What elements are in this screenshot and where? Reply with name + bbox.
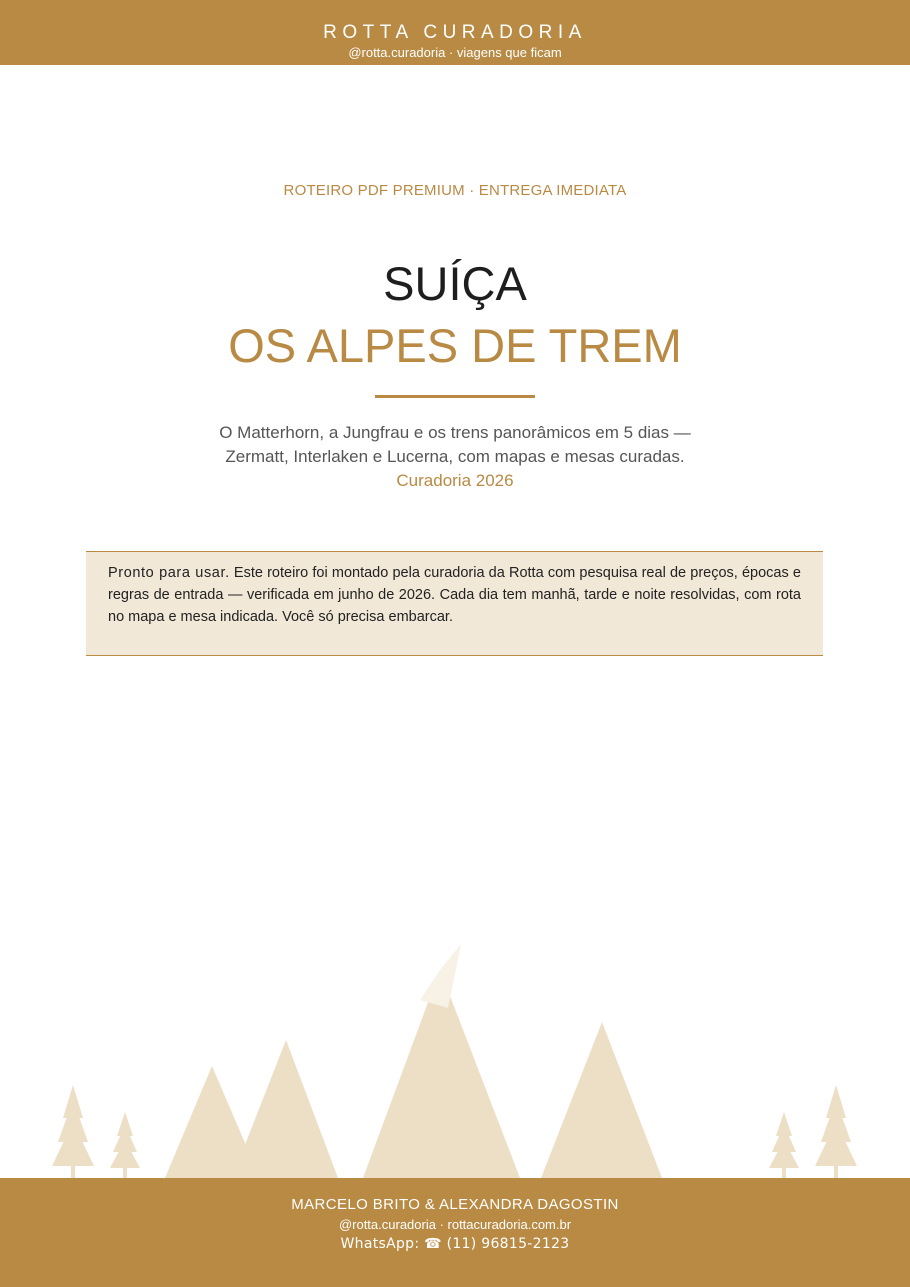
snow-cap-icon	[420, 944, 461, 1008]
footer-banner	[0, 1178, 910, 1287]
curation-year: Curadoria 2026	[396, 471, 514, 490]
pine-tree-icon	[815, 1085, 857, 1178]
whatsapp-contact: WhatsApp: ☎ (11) 96815-2123	[340, 1236, 570, 1252]
top-banner	[0, 0, 910, 65]
title-divider	[375, 395, 535, 398]
intro-text	[0, 421, 910, 493]
cover-subtitle: OS ALPES DE TREM	[228, 319, 682, 372]
brand-tagline: @rotta.curadoria · viagens que ficam	[348, 45, 562, 60]
pine-tree-icon	[769, 1112, 799, 1178]
cover-title: SUÍÇA	[383, 257, 527, 310]
pine-tree-icon	[110, 1112, 140, 1178]
mountain-illustration	[0, 930, 910, 1180]
brand-name: ROTTA CURADORIA	[323, 22, 587, 43]
authors: MARCELO BRITO & ALEXANDRA DAGOSTIN	[291, 1196, 619, 1213]
mountain-peak	[541, 1022, 662, 1178]
notice-lead: Pronto para usar.	[108, 565, 230, 581]
ready-to-use-notice	[86, 551, 823, 656]
notice-body: Este roteiro foi montado pela curadoria da Rotta com pesquisa real de preços, épocas e regras de entrada — verificada em junho de 2026. Cada dia tem manhã, tarde e noite resolvidas, com rota no mapa e mesa indicada. Você só precisa embarcar.	[108, 565, 801, 625]
mountain-peak	[232, 1040, 338, 1178]
intro-line: Zermatt, Interlaken e Lucerna, com mapas e mesas curadas.	[225, 447, 685, 466]
intro-line: O Matterhorn, a Jungfrau e os trens panorâmicos em 5 dias —	[219, 423, 691, 442]
product-kicker: ROTEIRO PDF PREMIUM · ENTREGA IMEDIATA	[283, 182, 627, 199]
pine-tree-icon	[52, 1085, 94, 1178]
footer-links: @rotta.curadoria · rottacuradoria.com.br	[338, 1217, 572, 1232]
